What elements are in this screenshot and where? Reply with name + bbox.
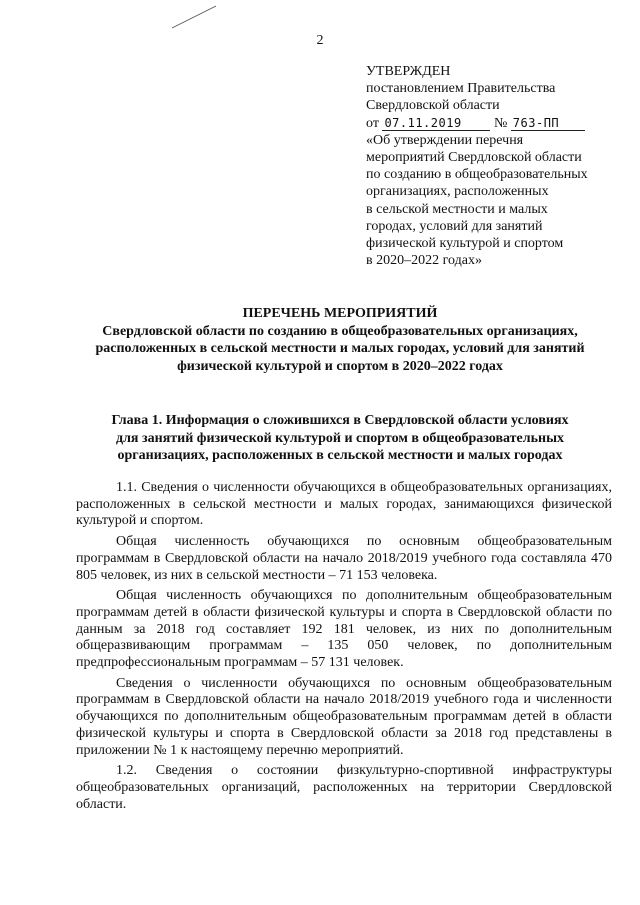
date-prefix: от — [366, 115, 379, 131]
date-value: 07.11.2019 — [382, 116, 490, 131]
number-value: 763-ПП — [511, 116, 585, 131]
body-text — [76, 480, 612, 817]
approval-line: Свердловской области — [366, 98, 500, 114]
document-title — [60, 305, 620, 375]
chapter-line: Глава 1. Информация о сложившихся в Свердловской области условиях — [111, 413, 569, 428]
approval-subject-line: «Об утверждении перечня — [366, 132, 524, 148]
paragraph: 1.1. Сведения о численности обучающихся в общеобразовательных организациях, расположенных в сельской местности и малых городах, занимающихся физической культурой и спортом. — [76, 480, 612, 529]
title-line: физической культурой и спортом в 2020–2022 годах — [177, 358, 503, 374]
approval-heading: УТВЕРЖДЕН — [366, 64, 451, 79]
chapter-line: организациях, расположенных в сельской местности и малых городах — [117, 448, 563, 463]
paragraph: Общая численность обучающихся по дополнительным общеобразовательным программам детей в области физической культуры и спорта в Свердловской области по данным за 2018 год составляет 192 181 человек, из них по дополнительным общеразвивающим программам – 135 050 человек, по дополнительным предпрофессиональным программам – 57 131 человек. — [76, 588, 612, 671]
page-number: 2 — [316, 33, 324, 48]
approval-subject-line: физической культурой и спортом — [366, 236, 564, 252]
approval-subject-line: городах, условий для занятий — [366, 218, 543, 234]
approval-block — [366, 63, 626, 269]
paragraph: Сведения о численности обучающихся по основным общеобразовательным программам в Свердловской области на начало 2018/2019 учебного года и численности обучающихся по дополнительным общеобразовательным программам детей в области физической культуры и спорта в Свердловской области за 2018 год представлены в приложении № 1 к настоящему перечню мероприятий. — [76, 675, 612, 758]
approval-subject-line: в сельской местности и малых — [366, 201, 548, 217]
chapter-line: для занятий физической культурой и спортом в общеобразовательных — [116, 430, 564, 446]
approval-date-line — [366, 115, 626, 132]
paragraph: 1.2. Сведения о состоянии физкультурно-спортивной инфраструктуры общеобразовательных организаций, расположенных на территории Свердловской области. — [76, 763, 612, 812]
title-line: Свердловской области по созданию в общеобразовательных организациях, — [102, 323, 578, 339]
approval-subject-line: по созданию в общеобразовательных — [366, 167, 588, 183]
approval-subject-line: в 2020–2022 годах» — [366, 253, 482, 269]
approval-line: постановлением Правительства — [366, 81, 556, 97]
approval-subject-line: организациях, расположенных — [366, 184, 549, 200]
title-line: расположенных в сельской местности и малых городах, условий для занятий — [95, 341, 585, 356]
number-prefix: № — [493, 115, 508, 131]
approval-subject-line: мероприятий Свердловской области — [366, 150, 582, 166]
scan-artifact-line — [170, 4, 218, 30]
paragraph: Общая численность обучающихся по основным общеобразовательным программам в Свердловской области на начало 2018/2019 учебного года составляла 470 805 человек, из них в сельской местности – 71 153 человека. — [76, 534, 612, 583]
title-line: ПЕРЕЧЕНЬ МЕРОПРИЯТИЙ — [242, 306, 438, 321]
chapter-heading — [60, 412, 620, 465]
